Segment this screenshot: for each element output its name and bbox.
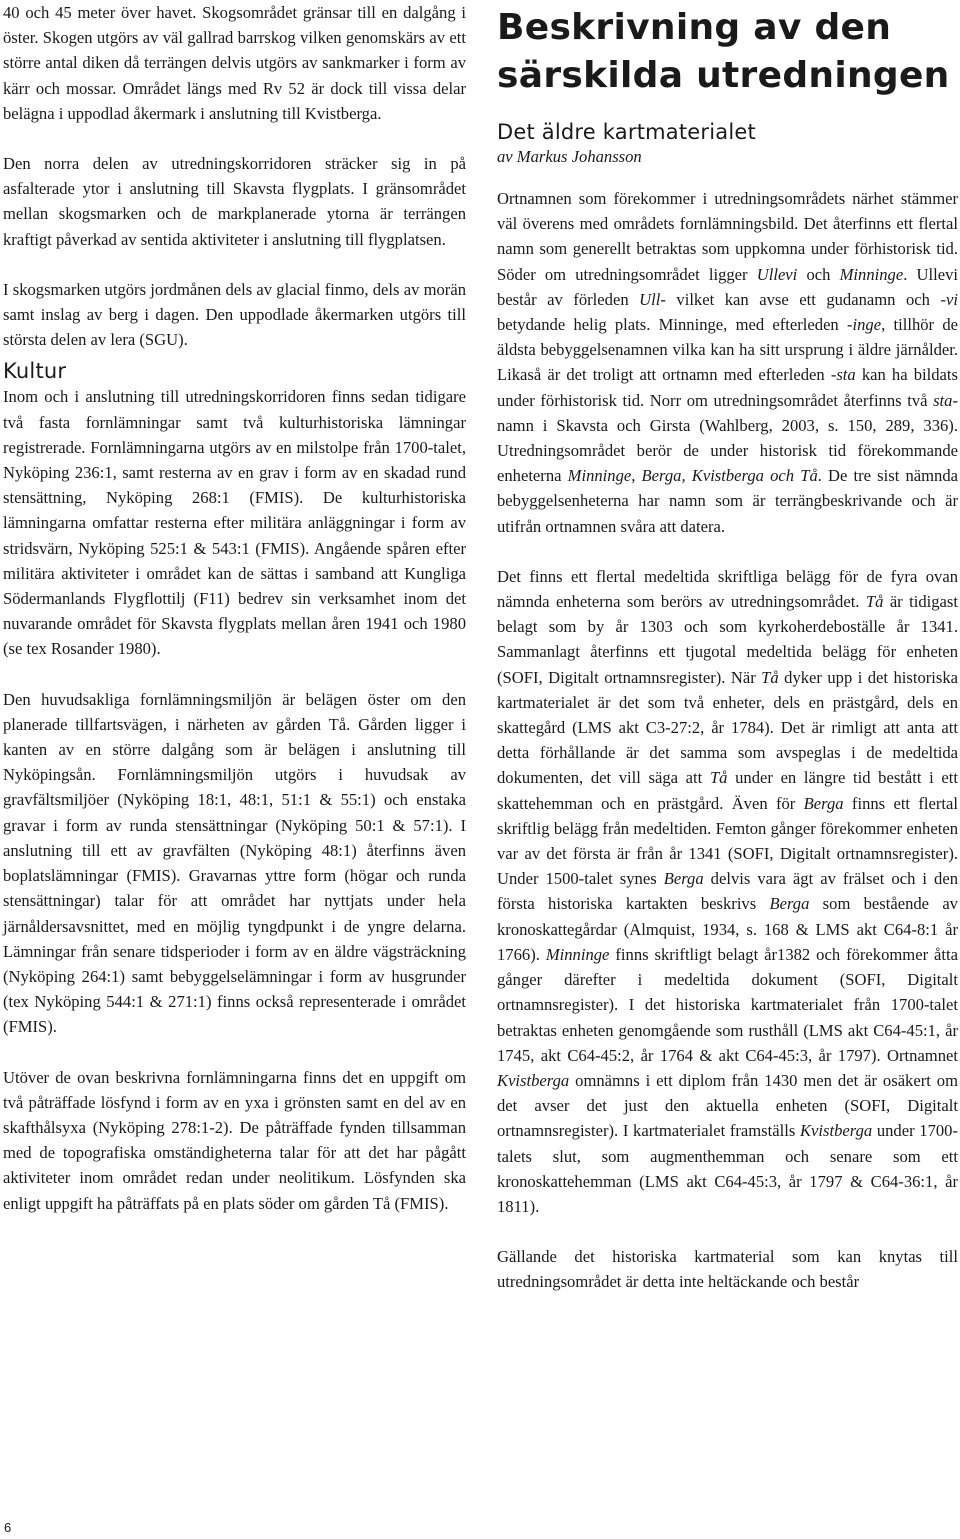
italic-term: Ull- xyxy=(639,289,666,309)
body-paragraph: 40 och 45 meter över havet. Skogsområdet gränsar till en dalgång i öster. Skogen utgörs av väl gallrad barrskog vilken genomskärs av ett större antal diken då terrängen delvis utgörs av sankmarker i form av kärr och mossar. Området längs med Rv 52 är dock till vissa delar belägna i uppodlad åkermark i anslutning till Kvistberga. xyxy=(3,3,466,123)
italic-term: Minninge xyxy=(545,944,610,964)
italic-term: Berga xyxy=(803,793,844,813)
italic-term: -inge xyxy=(847,315,882,335)
italic-term: Tå xyxy=(865,592,884,612)
section-subtitle: Det äldre kartmaterialet xyxy=(497,120,756,144)
chapter-title: Beskrivning av den särskilda utredningen xyxy=(497,7,950,96)
italic-term: Minninge, Berga, Kvistberga och Tå xyxy=(567,466,818,486)
section-heading-kultur: Kultur xyxy=(3,359,67,384)
body-paragraph: I skogsmarken utgörs jordmånen dels av glacial finmo, dels av morän samt inslag av berg i dagen. Den uppodlade åkermarken utgörs till största delen av lera (SGU). xyxy=(3,279,466,350)
body-paragraph: Det finns ett flertal medeltida skriftliga belägg för de fyra ovan nämnda enheterna som berörs av utredningsområdet. Tå är tidigast belagt som by år 1303 och som kyrkoherdeboställe år 1341. Sammanlagt återfinns ett tjugotal medeltida belägg för enheten (SOFI, Digitalt ortnamnsregister). När Tå dyker upp i det historiska kartmaterialet är det som två enheter, dels en prästgård, dels en skattegård (LMS akt C3-27:2, år 1784). Det är rimligt att anta att detta förhållande är det samma som avspeglas i de medeltida dokumenten, det vill säga att Tå under en längre tid bestått i ett skattehemman och en prästgård. Även för Berga finns ett flertal skriftlig belägg från medeltiden. Femton gånger förekommer enheten var av det första är från år 1341 (SOFI, Digitalt ortnamnsregister). Under 1500-talet synes Berga delvis vara ägt av frälset och i den första historiska kartakten beskrivs Berga som bestående av kronoskattegårdar (Almquist, 1934, s. 168 & LMS akt C64-8:1 år 1766). Minninge finns skriftligt belagt år1382 och förekommer åtta gånger därefter i medeltida dokument (SOFI, Digitalt ortnamnsregister). I det historiska kartmaterialet från 1700-talet betraktas enheten genomgående som rusthåll (LMS akt C64-45:1, år 1745, akt C64-45:2, år 1764 & akt C64-45:3, år 1797). Ortnamnet Kvistberga omnämns i ett diplom från 1430 men det är osäkert om det avser det just den aktuella enheten (SOFI, Digitalt ortnamnsregister). I kartmaterialet framställs Kvistberga under 1700-talets slut, som augmenthemman och senare som ett kronoskattehemman (LMS akt C64-45:3, år 1797 & C64-36:1, år 1811). xyxy=(497,566,959,1216)
italic-term: Kvistberga xyxy=(799,1121,873,1141)
author-byline: av Markus Johansson xyxy=(497,147,642,166)
body-paragraph: Den huvudsakliga fornlämningsmiljön är belägen öster om den planerade tillfartsvägen, i närheten av gården Tå. Gården ligger i kanten av en större dalgång som är belägen i anslutning till Nyköpingsån. Fornlämningsmiljön utgörs i huvudsak av gravfältsmiljöer (Nyköping 18:1, 48:1, 51:1 & 55:1) och enstaka gravar i form av runda stensättningar (Nyköping 50:1 & 57:1). I anslutning till ett av gravfälten (Nyköping 48:1) återfinns även boplatslämningar (FMIS). Gravarnas yttre form (högar och runda stensättningar) talar för att området har nyttjats under hela järnåldersavsnittet, med en möjlig tyngdpunkt i de yngre delarna. Lämningar från senare tidsperioder i form av en äldre vägsträckning (Nyköping 264:1) samt bebyggelselämningar i form av husgrunder (tex Nyköping 544:1 & 271:1) finns också representerade i området (FMIS). xyxy=(3,689,466,1037)
body-paragraph: Den norra delen av utredningskorridoren sträcker sig in på asfalterade ytor i anslutning till Skavsta flygplats. I gränsområdet mellan skogsmarken och de markplanerade ytorna är terrängen kraftigt påverkad av sentida aktiviteter i anslutning till flygplatsen. xyxy=(3,154,466,249)
italic-term: Tå xyxy=(709,768,728,788)
paragraph-gap xyxy=(497,168,958,186)
right-column xyxy=(497,0,958,1295)
paragraph-gap xyxy=(3,126,466,151)
paragraph-gap xyxy=(497,539,958,564)
paragraph-gap xyxy=(3,662,466,687)
body-paragraph: Utöver de ovan beskrivna fornlämningarna finns det en uppgift om två påträffade lösfynd i form av en yxa i grönsten samt en del av en skafthålsyxa (Nyköping 278:1-2). De påträffade fynden tillsamman med de topografiska omständigheterna talar för att det har pågått aktiviteter inom området redan under neolitikum. Lösfynden ska enligt uppgift ha påträffats på en plats söder om gården Tå (FMIS). xyxy=(3,1067,466,1213)
italic-term: Berga xyxy=(769,894,810,914)
paragraph-gap xyxy=(3,252,466,277)
italic-term: -vi xyxy=(940,289,958,309)
paragraph-gap xyxy=(497,1219,958,1244)
italic-term: -sta xyxy=(830,365,856,385)
left-column xyxy=(3,0,466,1216)
italic-term: Kvistberga xyxy=(497,1070,570,1090)
page-number: 6 xyxy=(4,1520,12,1535)
italic-term: Tå xyxy=(761,667,779,687)
italic-term: Berga xyxy=(663,869,704,889)
body-paragraph: Gällande det historiska kartmaterial som kan knytas till utredningsområdet är detta inte heltäckande och består xyxy=(497,1247,958,1292)
paragraph-gap xyxy=(3,1040,466,1065)
italic-term: Minninge xyxy=(839,264,904,284)
body-paragraph: Inom och i anslutning till utredningskorridoren finns sedan tidigare två fasta fornlämningar samt två kulturhistoriska lämningar registrerade. Fornlämningarna utgörs av en milstolpe från 1700-talet, Nyköping 236:1, samt resterna av en grav i form av en skadad rund stensättning, Nyköping 268:1 (FMIS). De kulturhistoriska lämningarna omfattar resterna efter militära anläggningar i form av stridsvärn, Nyköping 525:1 & 543:1 (FMIS). Angående spåren efter militära aktiviteter i området kan de sättas i samband att Kungliga Södermanlands Flygflottilj (F11) bedrev sin verksamhet inom det nuvarande området för Skavsta flygplats mellan åren 1941 och 1980 (se tex Rosander 1980). xyxy=(3,387,466,659)
body-paragraph: Ortnamnen som förekommer i utredningsområdets närhet stämmer väl överens med områdets fornlämningsbild. Det återfinns ett flertal namn som generellt betraktas som uppkomna under förhistorisk tid. Söder om utredningsområdet ligger Ullevi och Minninge. Ullevi består av förleden Ull- vilket kan avse ett gudanamn och -vi betydande helig plats. Minninge, med efterleden -inge, tillhör de äldsta bebyggelsenamnen vilka kan ha sitt ursprung i äldre järnålder. Likaså är det troligt att ortnamn med efterleden -sta kan ha bildats under förhistorisk tid. Norr om utredningsområdet återfinns två sta-namn i Skavsta och Girsta (Wahlberg, 2003, s. 150, 289, 336). Utredningsområdet berör de under historisk tid förekommande enheterna Minninge, Berga, Kvistberga och Tå. De tre sist nämnda bebyggelsenheterna har namn som är terrängbeskrivande och är utifrån ortnamnen svåra att datera. xyxy=(497,189,959,536)
italic-term: Ullevi xyxy=(756,264,798,284)
italic-term: sta xyxy=(933,390,953,410)
